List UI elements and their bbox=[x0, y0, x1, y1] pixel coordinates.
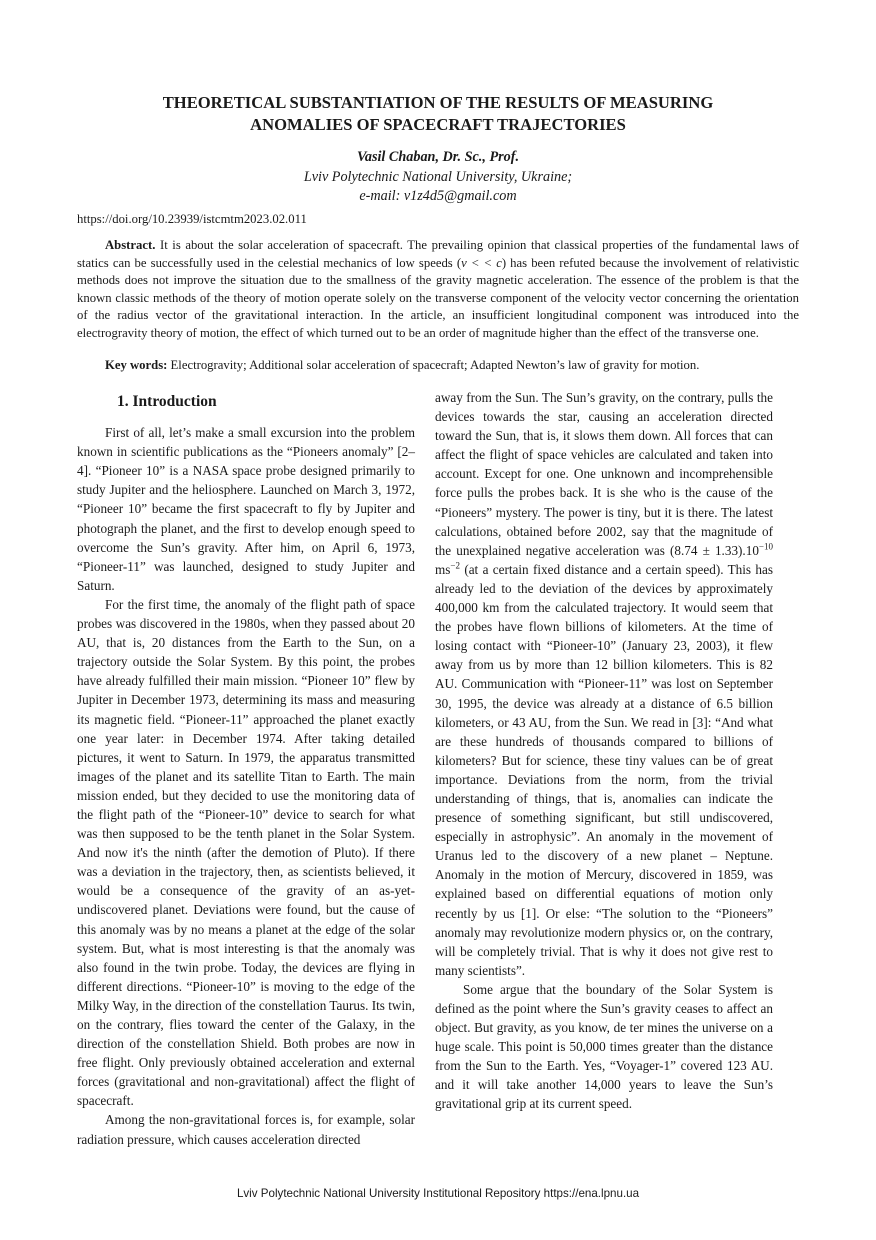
paragraph-3-start: Among the non-gravitational forces is, for example, solar radiation pressure, which causes acceleration directed bbox=[77, 1112, 415, 1147]
paragraph-2: For the first time, the anomaly of the flight path of space probes was discovered in the 1980s, when they passed about 20 AU, that is, 20 distances from the Earth to the Sun, on a trajectory outside the Solar System. By this point, the probes have already fulfilled their main mission. “Pioneer 10” flew by Jupiter in December 1973, determining its mass and measuring its magnetic field. “Pioneer-11” approached the planet exactly one year later: in December 1974. After taking detailed pictures, it went to Saturn. In 1979, the apparatus transmitted images of the planet and its satellite Titan to Earth. The main mission ended, but they decided to use the monitoring data of the flight path of the “Pioneer-10” device to search for what was then supposed to be the tenth planet in the Solar System. And now it's the ninth (after the demotion of Pluto). If there was a deviation in the trajectory, then, as scientists believed, it would be a consequence of the gravity of an as-yet-undiscovered planet. Deviations were found, but the cause of this anomaly was by no means a planet at the edge of the solar system. But, what is most interesting is that the anomaly was also found in the twin probe. Today, the devices are flying in different directions. “Pioneer-10” is moving to the edge of the Milky Way, in the direction of the constellation Taurus. Its twin, on the contrary, flies toward the center of the Galaxy, in the direction of the constellation Shield. Both probes are now in free flight. Only previously obtained acceleration and external forces (gravitational and non-gravitational) affect the flight of spacecraft. bbox=[77, 596, 415, 1109]
abstract-text-a: It is about the solar acceleration of spacecraft. The prevailing opinion that classical properties of the fundamental laws of statics can be successfully used in the celestial mechanics of low speeds ( bbox=[77, 238, 800, 270]
paragraph-3-text-a: away from the Sun. The Sun’s gravity, on the contrary, pulls the devices towards the star, causing an acceleration directed toward the Sun, that is, it slows them down. All forces that can affect the flight of space vehicles are calculated and taken into account. Except for one. One unknown and incomprehensible force pulls the probes back. It is she who is the cause of the “Pioneers” mystery. The power is tiny, but it is there. The latest calculations, obtained before 2002, say that the magnitude of the unexplained negative acceleration was (8.74 ± 1.33).10 bbox=[435, 390, 773, 558]
unit-text: ms bbox=[435, 561, 451, 577]
paragraph-1: First of all, let’s make a small excursion into the problem known in scientific publications as the “Pioneers anomaly” [2–4]. “Pioneer 10” is a NASA space probe designed primarily to study Jupiter and the heliosphere. Launched on March 3, 1972, “Pioneer 10” became the first spacecraft to fly by Jupiter and photograph the planet, and the first to develop enough speed to overcome the Sun’s gravity. After him, on April 6, 1973, “Pioneer-11” was launched, designed to study Jupiter and Saturn. bbox=[77, 425, 415, 593]
paper-title bbox=[80, 92, 796, 136]
paragraph-3-continued bbox=[435, 388, 773, 980]
title-line-2: ANOMALIES OF SPACECRAFT TRAJECTORIES bbox=[250, 115, 626, 134]
abstract-inequality: v < < c bbox=[461, 255, 502, 270]
section-heading: 1. Introduction bbox=[117, 393, 217, 410]
doi-link[interactable]: https://doi.org/10.23939/istcmtm2023.02.011 bbox=[77, 212, 307, 226]
author-name: Vasil Chaban, Dr. Sc., Prof. bbox=[356, 149, 519, 165]
abstract-text-b: ) has been refuted because the involvement of relativistic methods does not improve the situation due to the smallness of the gravity magnetic acceleration. The essence of the problem is that the known classic methods of the theory of motion operate solely on the transverse component of the velocity vector concerning the orientation of the radius vector of the gravitational interaction. In the article, an insufficient longitudinal component was introduced into the electrogravity theory of motion, the effect of which turned out to be an order of magnitude higher than the effect of the transverse one. bbox=[77, 255, 799, 340]
keywords-label: Key words: bbox=[105, 358, 168, 372]
title-line-1: THEORETICAL SUBSTANTIATION OF THE RESULTS OF MEASURING bbox=[162, 93, 714, 112]
exponent-1: −10 bbox=[758, 541, 773, 552]
author-block bbox=[0, 148, 876, 207]
paragraph-3-text-b: (at a certain fixed distance and a certain speed). This has already led to the deviation of the devices by approximately 400,000 km from the calculated trajectory. It would seem that the probes have flown billions of kilometers. At the time of losing contact with “Pioneer-10” (January 23, 2003), it flew away from us by more than 12 billion kilometers. This is 82 AU. Communication with “Pioneer-11” was lost on September 30, 1995, the device was already at a distance of 6.5 billion kilometers, or 43 AU, from the Sun. We read in [3]: “And what are these hundreds of thousands compared to billions of kilometers? But for science, these tiny values can be of great importance. Deviations from the norm, from the trivial understanding of things, that is, anomalies can indicate the presence of something significant, but still undiscovered, especially in astrophysic”. An anomaly in the movement of Uranus led to the discovery of a new planet – Neptune. Anomaly in the motion of Mercury, discovered in 1859, was explained based on differential equations of motion only recently by us [1]. Or else: “The solution to the “Pioneers” anomaly may revolutionize modern physics or, on the contrary, will be completely trivial. That is why it does not give rest to many scientists”. bbox=[435, 561, 773, 978]
keywords bbox=[77, 357, 799, 375]
repository-footer: Lviv Polytechnic National University Institutional Repository https://ena.lpnu.ua bbox=[236, 1187, 640, 1200]
exponent-2: −2 bbox=[450, 560, 460, 571]
paragraph-4: Some argue that the boundary of the Solar System is defined as the point where the Sun’s gravity ceases to affect an object. But gravity, as you know, de ter mines the universe on a huge scale. This point is 50,000 times greater than the distance from the Sun to the Earth. Yes, “Voyager-1” covered 123 AU. and it will take another 14,000 years to leave the Sun’s gravitational grip at its current speed. bbox=[435, 981, 773, 1112]
abstract bbox=[77, 237, 799, 343]
column-left bbox=[77, 390, 415, 1149]
keywords-text: Electrogravity; Additional solar acceleration of spacecraft; Adapted Newton’s law of gravity for motion. bbox=[170, 358, 700, 372]
author-affiliation: Lviv Polytechnic National University, Ukraine; bbox=[303, 168, 573, 185]
abstract-label: Abstract. bbox=[105, 238, 156, 252]
column-right bbox=[435, 388, 773, 1114]
author-email: e-mail: v1z4d5@gmail.com bbox=[359, 188, 517, 204]
